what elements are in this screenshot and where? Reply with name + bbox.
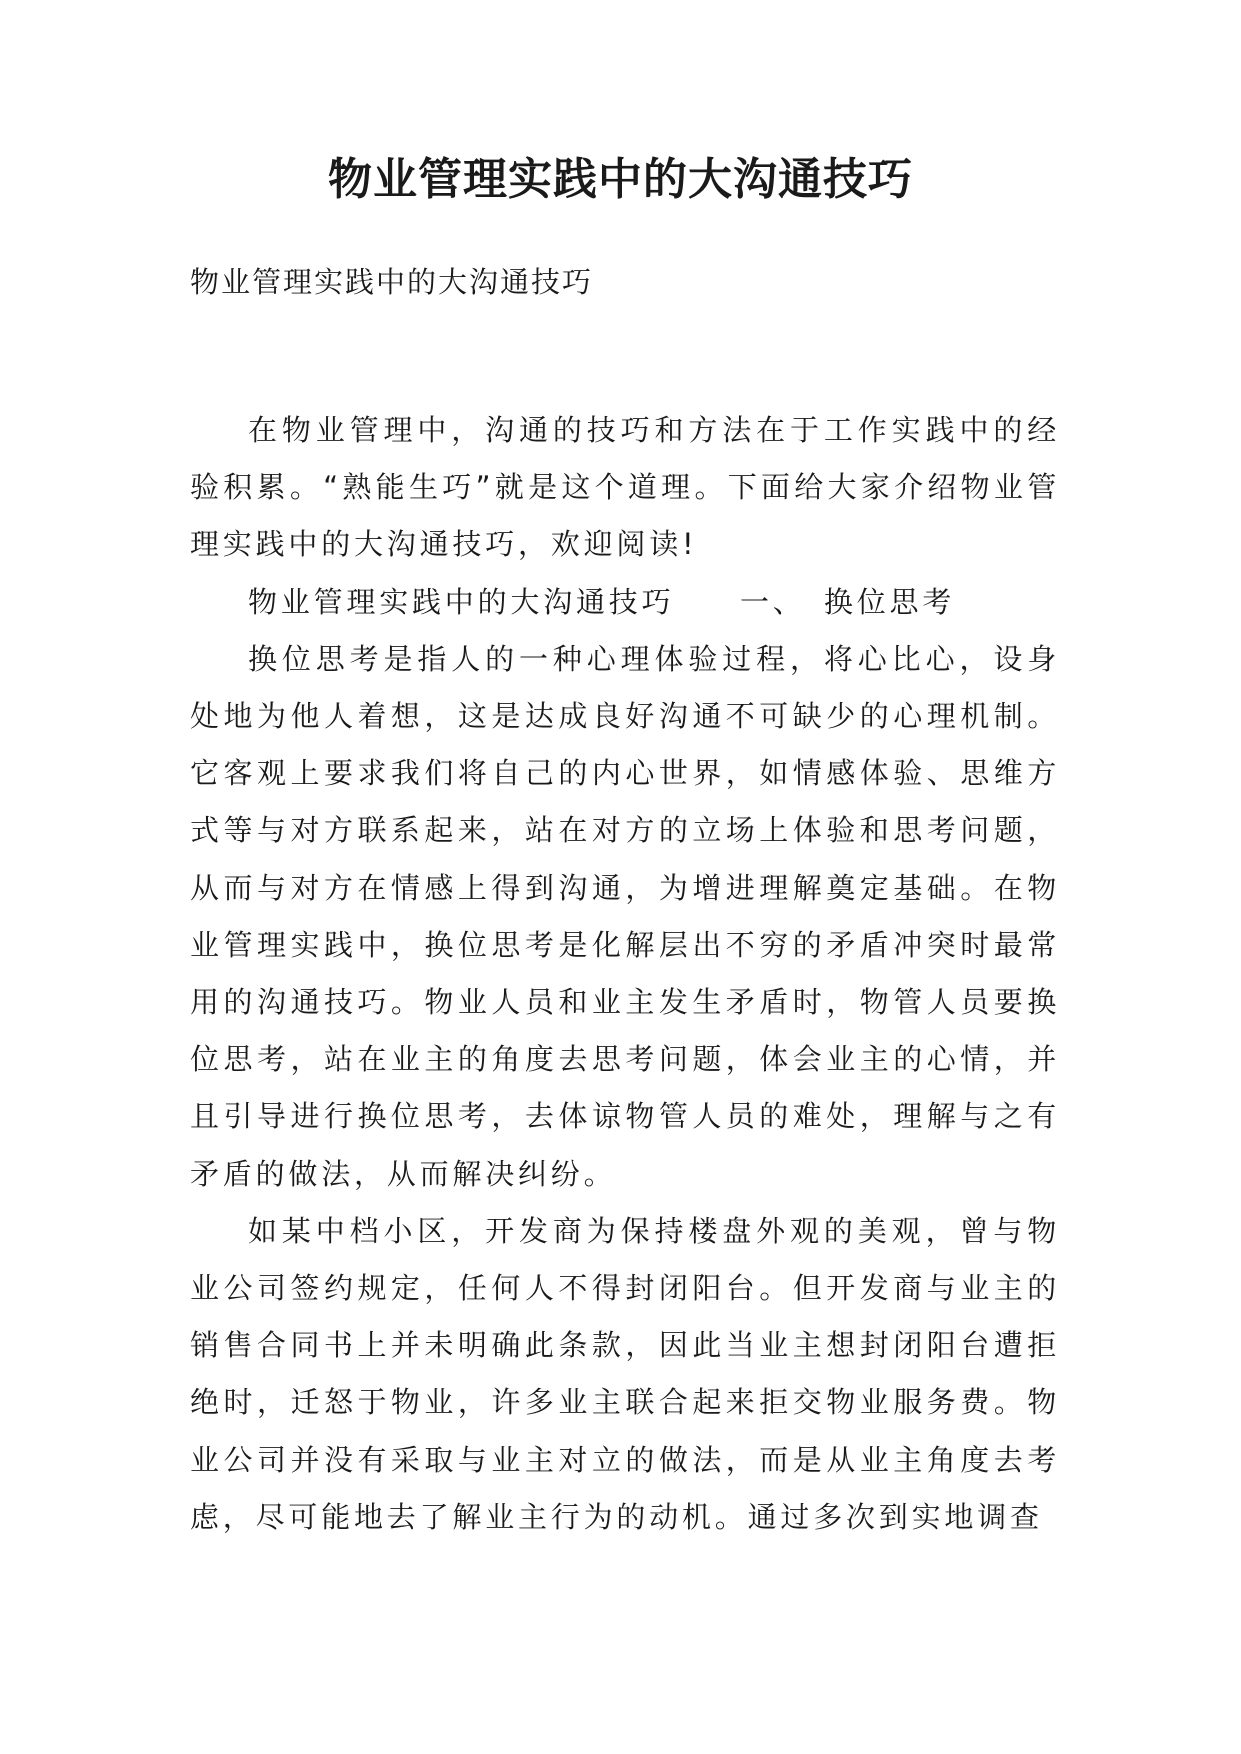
document-subtitle: 物业管理实践中的大沟通技巧 [190,265,594,299]
section-heading: 物业管理实践中的大沟通技巧 一、 换位思考 [248,584,956,619]
body-paragraph: 换位思考是指人的一种心理体验过程，将心比心，设身处地为他人着想，这是达成良好沟通不可缺少的心理机制。它客观上要求我们将自己的内心世界，如情感体验、思维方式等与对方联系起来，站在对方的立场上体验和思考问题，从而与对方在情感上得到沟通，为增进理解奠定基础。在物业管理实践中，换位思考是化解层出不穷的矛盾冲突时最常用的沟通技巧。物业人员和业主发生矛盾时，物管人员要换位思考，站在业主的角度去思考问题，体会业主的心情，并且引导进行换位思考，去体谅物管人员的难处，理解与之有矛盾的做法，从而解决纠纷。 [190,641,1060,1191]
document-body [190,402,1060,1546]
document-title: 物业管理实践中的大沟通技巧 [328,154,913,205]
intro-paragraph: 在物业管理中，沟通的技巧和方法在于工作实践中的经验积累。“熟能生巧”就是这个道理。下面给大家介绍物业管理实践中的大沟通技巧，欢迎阅读! [190,413,1060,562]
body-paragraph: 如某中档小区，开发商为保持楼盘外观的美观，曾与物业公司签约规定，任何人不得封闭阳台。但开发商与业主的销售合同书上并未明确此条款，因此当业主想封闭阳台遭拒绝时，迁怒于物业，许多业主联合起来拒交物业服务费。物业公司并没有采取与业主对立的做法，而是从业主角度去考虑，尽可能地去了解业主行为的动机。通过多次到实地调查 [190,1213,1060,1534]
